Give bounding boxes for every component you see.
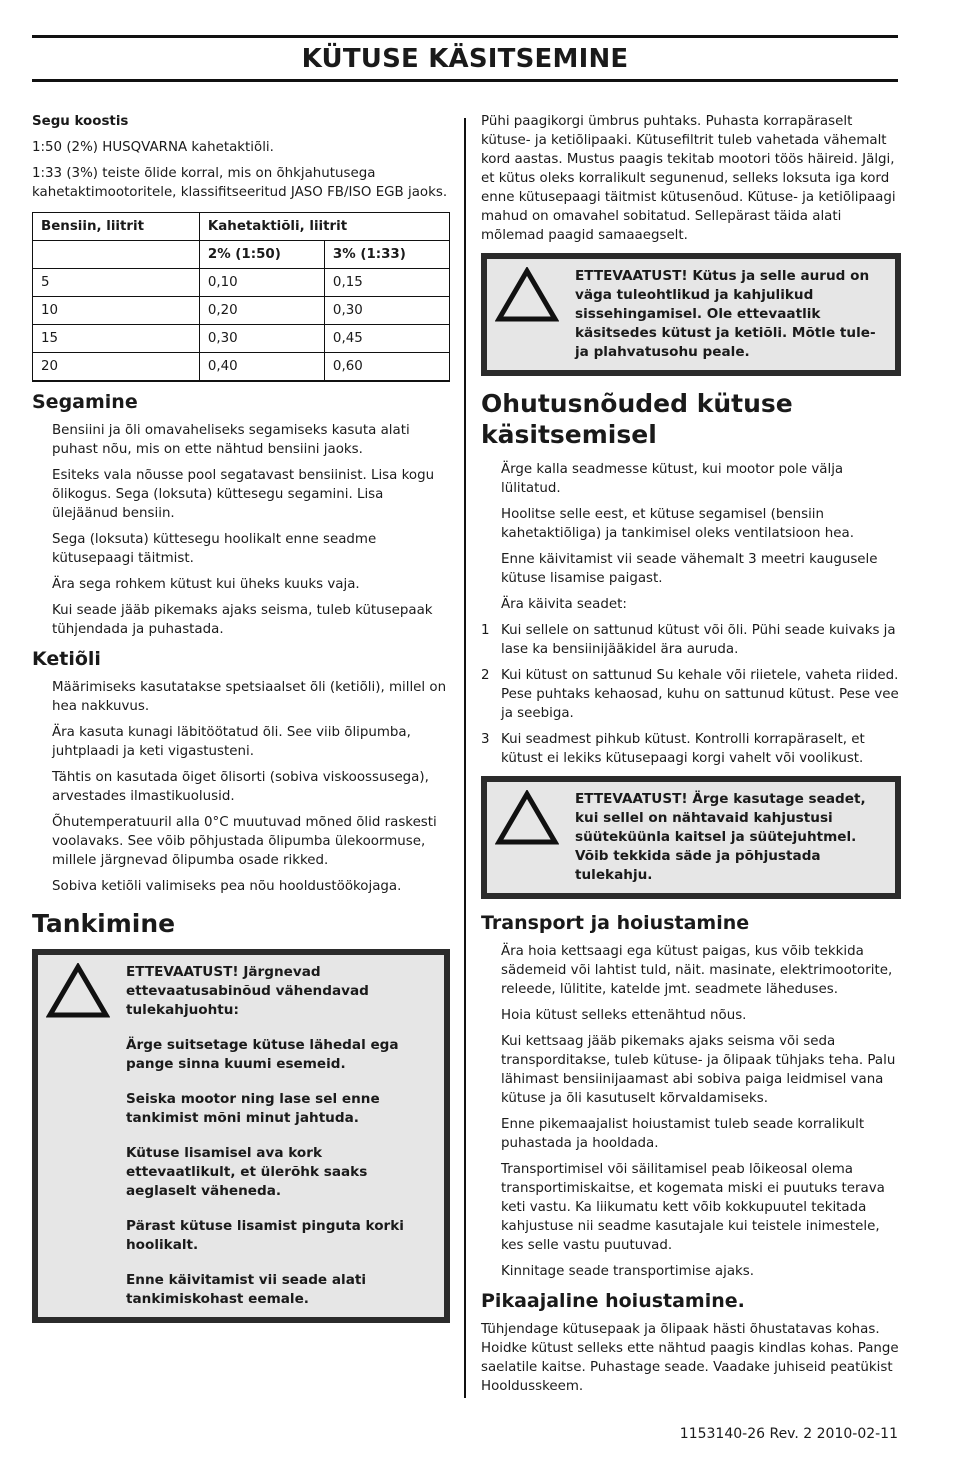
table-row (33, 297, 450, 325)
table-subheader: 3% (1:33) (324, 241, 449, 269)
right-column (481, 112, 901, 1403)
section-heading-fueling: Tankimine (32, 909, 176, 938)
intro-paragraph: Pühi paagikorgi ümbrus puhtaks. Puhasta korrapäraselt kütuse- ja ketiõlipaaki. Kütusefiltrit tuleb vahetada vähemalt kord aastas. Mustus paagis tekitab mootori töös häireid. Jälgi, et kütus oleks korralikult segunenud, selleks loksuta iga kord enne kütusepaagi täitmist kütusenõud. Kütuse- ja ketiõlipaagi mahud on omavahel sobitatud. Sellepärast täida alati mõlemad paagid samaaegselt. (481, 114, 896, 243)
table-cell: 0,40 (199, 353, 324, 382)
mix-heading: Segu koostis (32, 114, 129, 129)
page-title: KÜTUSE KÄSITSEMINE (301, 43, 629, 74)
transport-paragraph: Kinnitage seade transportimise ajaks. (501, 1264, 755, 1279)
spark-warning-box (481, 776, 901, 899)
list-item (481, 621, 901, 659)
safety-paragraph: Ärge kalla seadmesse kütust, kui mootor pole välja lülitatud. (501, 462, 844, 496)
table-row (33, 269, 450, 297)
table-cell: 0,10 (199, 269, 324, 297)
left-column (32, 112, 450, 1335)
list-text: Kui sellele on sattunud kütust või õli. Pühi seade kuivaks ja lase ka bensiinijääkidel ära auruda. (501, 623, 896, 657)
warning-triangle-icon (46, 963, 126, 1309)
transport-paragraph: Ära hoia kettsaagi ega kütust paigas, kus võib tekkida sädemeid või lahtist tuld, näit. masinate, elektrimootorite, releede, lülitite, katelde jmt. seadmete läheduses. (501, 944, 893, 997)
page-title-bar (32, 35, 898, 82)
table-header-petrol: Bensiin, liitrit (33, 213, 200, 241)
list-number: 1 (481, 623, 490, 638)
transport-paragraph: Transportimisel või säilitamisel peab lõikeosal olema transportimiskaitse, et kogemata miski ei puutuks terava keti vastu. Ka liikumatu kett võib kokkupuutel tekitada kahjustuse nii seadme kasutajale kui teistele inimestele, kes selle vastu puutuvad. (501, 1162, 885, 1253)
list-item (481, 730, 901, 768)
warning-text: Seiska mootor ning lase sel enne tankimist mõni minut jahtuda. (126, 1091, 380, 1126)
chain-oil-paragraph: Ära kasuta kunagi läbitöötatud õli. See viib õlipumba, juhtplaadi ja keti vigastusteni. (52, 725, 411, 759)
fueling-warning-box (32, 949, 450, 1323)
long-term-paragraph: Tühjendage kütusepaak ja õlipaak hästi õhustatavas kohas. Hoidke kütust selleks ette nähtud paagis kindlas kohas. Pange saelatile kaitse. Puhastage seade. Vaadake juhiseid peatükist Hooldusskeem. (481, 1322, 899, 1394)
table-cell: 10 (33, 297, 200, 325)
warning-text: ETTEVAATUST! Järgnevad ettevaatusabinõud vähendavad tulekahjuohtu: (126, 964, 369, 1018)
safety-paragraph: Enne käivitamist vii seade vähemalt 3 meetri kaugusele kütuse lisamise paigast. (501, 552, 878, 586)
table-cell (33, 241, 200, 269)
fuel-warning-box (481, 253, 901, 376)
table-cell: 0,30 (324, 297, 449, 325)
section-heading-transport: Transport ja hoiustamine (481, 912, 750, 934)
warning-triangle-icon (495, 790, 575, 885)
mixing-paragraph: Bensiini ja õli omavaheliseks segamiseks kasuta alati puhast nõu, mis on ette nähtud bensiini jaoks. (52, 423, 410, 457)
mixing-paragraph: Ära sega rohkem kütust kui üheks kuuks vaja. (52, 577, 360, 592)
transport-paragraph: Hoia kütust selleks ettenähtud nõus. (501, 1008, 747, 1023)
mix-paragraph: 1:50 (2%) HUSQVARNA kahetaktiõli. (32, 140, 274, 155)
table-header-oil: Kahetaktiõli, liitrit (199, 213, 449, 241)
list-number: 3 (481, 732, 490, 747)
warning-text: Ärge suitsetage kütuse lähedal ega pange sinna kuumi esemeid. (126, 1037, 399, 1072)
safety-paragraph: Ära käivita seadet: (501, 597, 627, 612)
list-number: 2 (481, 668, 490, 683)
mixing-paragraph: Sega (loksuta) küttesegu hoolikalt enne seadme kütusepaagi täitmist. (52, 532, 377, 566)
chain-oil-paragraph: Sobiva ketiõli valimiseks pea nõu hooldustöökojaga. (52, 879, 402, 894)
warning-text: ETTEVAATUST! Kütus ja selle aurud on väga tuleohtlikud ja kahjulikud sissehingamisel. Ole ettevaatlik käsitsedes kütust ja ketiõli. Mõtle tule- ja plahvatusohu peale. (575, 268, 876, 360)
section-heading-chain-oil: Ketiõli (32, 648, 101, 670)
section-heading-mixing: Segamine (32, 391, 138, 413)
table-cell: 0,60 (324, 353, 449, 382)
chain-oil-paragraph: Tähtis on kasutada õiget õlisorti (sobiva viskoossusega), arvestades ilmastikuolusid. (52, 770, 429, 804)
table-cell: 0,20 (199, 297, 324, 325)
table-cell: 0,30 (199, 325, 324, 353)
mixing-paragraph: Kui seade jääb pikemaks ajaks seisma, tuleb kütusepaak tühjendada ja puhastada. (52, 603, 433, 637)
warning-triangle-icon (495, 267, 575, 362)
safety-paragraph: Hoolitse selle eest, et kütuse segamisel (bensiin kahetaktiõliga) ja tankimisel oleks ventilatsioon hea. (501, 507, 854, 541)
chain-oil-paragraph: Määrimiseks kasutatakse spetsiaalset õli (ketiõli), millel on hea nakkuvus. (52, 680, 447, 714)
mix-paragraph: 1:33 (3%) teiste õlide korral, mis on õhkjahutusega kahetaktimootoritele, klassifitseeritud JASO FB/ISO EGB jaoks. (32, 166, 448, 200)
mix-table (32, 212, 450, 382)
transport-paragraph: Kui kettsaag jääb pikemaks ajaks seisma või seda transporditakse, tuleb kütuse- ja õlipaak tühjaks teha. Palu lähimast bensiinijaamast abi sobiva paiga leidmisel vana kütuse ja õli kasutuselt kõrvaldamiseks. (501, 1034, 896, 1106)
section-heading-long-term: Pikaajaline hoiustamine. (481, 1290, 745, 1312)
transport-paragraph: Enne pikemaajalist hoiustamist tuleb seade korralikult puhastada ja hooldada. (501, 1117, 865, 1151)
document-revision: 1153140-26 Rev. 2 2010-02-11 (679, 1426, 898, 1442)
table-row (33, 353, 450, 382)
table-cell: 20 (33, 353, 200, 382)
warning-text: Pärast kütuse lisamist pinguta korki hoolikalt. (126, 1218, 404, 1253)
warning-text: Kütuse lisamisel ava kork ettevaatlikult, et ülerõhk saaks aeglaselt väheneda. (126, 1145, 368, 1199)
table-cell: 0,45 (324, 325, 449, 353)
list-text: Kui seadmest pihkub kütust. Kontrolli korrapäraselt, et kütust ei lekiks kütusepaagi korgi vahelt või voolikust. (501, 732, 865, 766)
chain-oil-paragraph: Õhutemperatuuril alla 0°C muutuvad mõned õlid raskesti voolavaks. See võib põhjustada õlipumba ülekoormuse, millele järgnevad õlipumba osade rikked. (52, 815, 437, 868)
warning-text: Enne käivitamist vii seade alati tankimiskohast eemale. (126, 1272, 367, 1307)
table-cell: 0,15 (324, 269, 449, 297)
warning-text: ETTEVAATUST! Ärge kasutage seadet, kui sellel on nähtavaid kahjustusi süüteküünla kaitsel ja süütejuhtmel. Võib tekkida säde ja põhjustada tulekahju. (575, 791, 866, 883)
table-cell: 15 (33, 325, 200, 353)
safety-list (481, 621, 901, 768)
list-text: Kui kütust on sattunud Su kehale või riietele, vaheta riided. Pese puhtaks kehaosad, kuhu on sattunud kütust. Pese vee ja seebiga. (501, 668, 899, 721)
list-item (481, 666, 901, 723)
table-cell: 5 (33, 269, 200, 297)
table-row (33, 325, 450, 353)
section-heading-safety: Ohutusnõuded kütuse käsitsemisel (481, 389, 793, 449)
column-divider (464, 118, 466, 1398)
table-subheader: 2% (1:50) (199, 241, 324, 269)
mixing-paragraph: Esiteks vala nõusse pool segatavast bensiinist. Lisa kogu õlikogus. Sega (loksuta) küttesegu segamini. Lisa ülejäänud bensiin. (52, 468, 435, 521)
